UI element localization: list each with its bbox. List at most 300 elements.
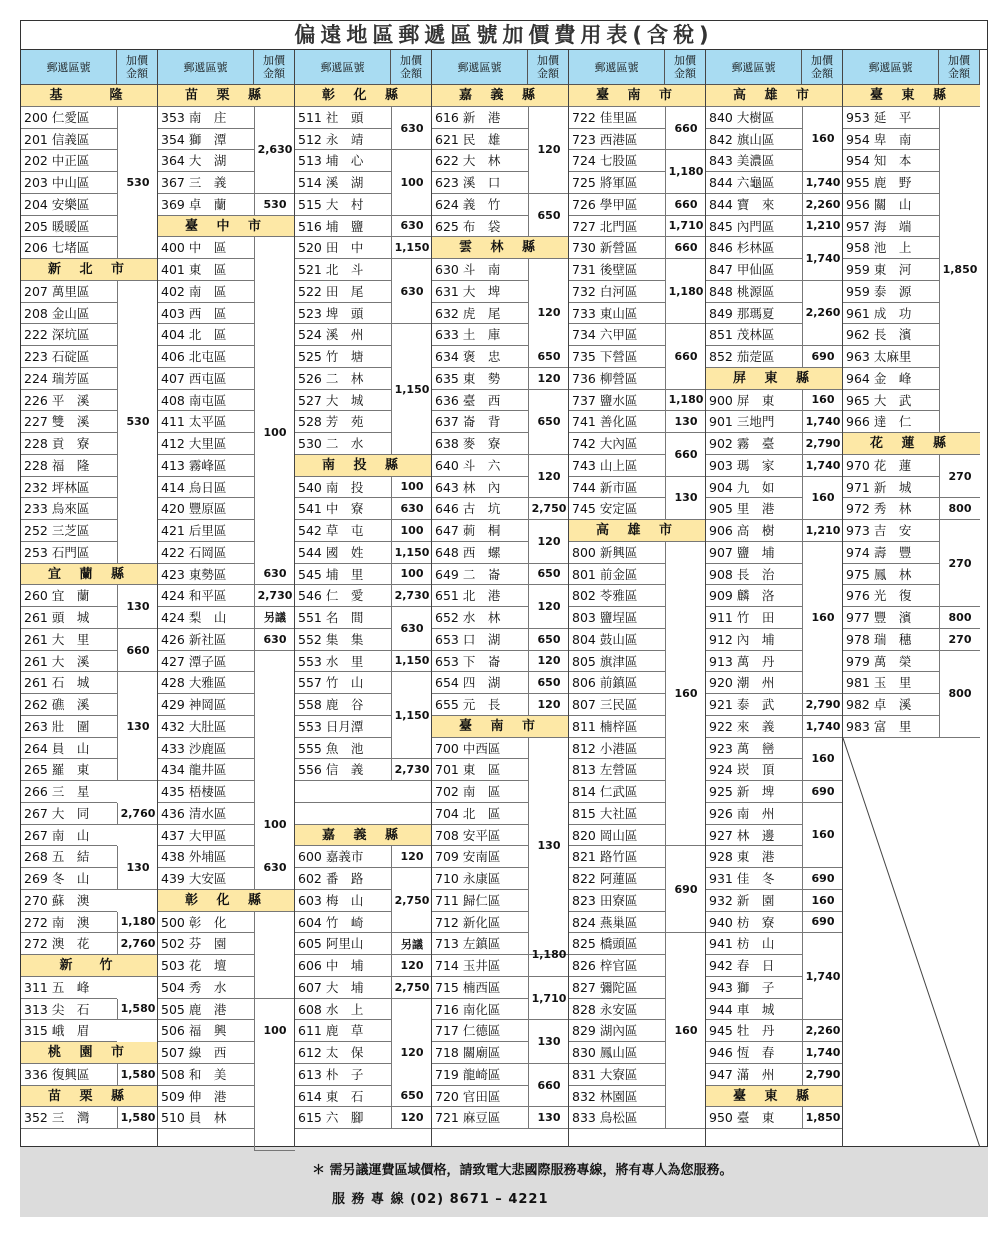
price-cell: 130 [117, 672, 158, 781]
district-cell: 602 番 路 [295, 868, 391, 890]
table-column [295, 50, 432, 1147]
district-cell: 847 甲仙區 [706, 259, 802, 281]
district-cell: 959 東 河 [843, 259, 939, 281]
header-price: 加價 金額 [528, 50, 569, 85]
district-cell: 733 東山區 [569, 303, 665, 325]
price-cell: 1,740 [802, 1042, 843, 1064]
district-cell: 551 名 間 [295, 607, 391, 629]
price-cell: 1,150 [391, 672, 432, 759]
district-cell: 630 斗 南 [432, 259, 528, 281]
district-cell: 954 知 本 [843, 150, 939, 172]
price-cell: 120 [528, 651, 569, 673]
district-cell: 511 社 頭 [295, 107, 391, 129]
district-cell: 721 麻豆區 [432, 1107, 528, 1129]
district-cell: 224 瑞芳區 [21, 368, 117, 390]
region-header: 雲 林 縣 [432, 237, 569, 259]
district-cell: 972 秀 林 [843, 498, 939, 520]
header-district: 郵遞區號 [569, 50, 665, 85]
price-cell: 1,580 [117, 1064, 158, 1086]
price-cell: 660 [665, 324, 706, 389]
region-header: 高 雄 市 [569, 520, 706, 542]
price-cell: 660 [665, 107, 706, 151]
district-cell: 353 南 庄 [158, 107, 254, 129]
region-header: 花 蓮 縣 [843, 433, 980, 455]
price-cell: 160 [802, 477, 843, 521]
district-cell: 558 鹿 谷 [295, 694, 391, 716]
district-cell: 971 新 城 [843, 477, 939, 499]
price-cell: 130 [528, 1107, 569, 1129]
district-cell: 625 布 袋 [432, 216, 528, 238]
district-cell: 402 南 區 [158, 281, 254, 303]
district-cell: 813 左營區 [569, 759, 665, 781]
district-cell: 844 六龜區 [706, 172, 802, 194]
price-cell: 100 [391, 520, 432, 542]
district-cell: 830 鳳山區 [569, 1042, 665, 1064]
price-cell: 100 [391, 564, 432, 586]
district-cell: 437 大甲區 [158, 825, 254, 847]
district-cell: 606 中 埔 [295, 955, 391, 977]
district-cell: 737 鹽水區 [569, 390, 665, 412]
region-header: 臺 東 縣 [706, 1086, 843, 1108]
price-cell: 1,180 [665, 150, 706, 194]
district-cell: 832 林園區 [569, 1086, 665, 1108]
region-header: 桃 園 市 [21, 1042, 158, 1064]
column-divider [157, 50, 158, 1147]
district-cell: 614 東 石 [295, 1086, 391, 1108]
district-cell: 974 壽 豐 [843, 542, 939, 564]
district-cell: 436 清水區 [158, 803, 254, 825]
price-cell: 2,790 [802, 433, 843, 455]
district-cell: 428 大雅區 [158, 672, 254, 694]
district-cell: 424 和平區 [158, 585, 254, 607]
district-cell: 828 永安區 [569, 999, 665, 1021]
district-cell: 640 斗 六 [432, 455, 528, 477]
district-cell: 426 新社區 [158, 629, 254, 651]
district-cell: 637 崙 背 [432, 411, 528, 433]
district-cell: 652 水 林 [432, 607, 528, 629]
region-header: 苗 栗 縣 [158, 85, 295, 107]
price-cell: 100 [254, 912, 295, 1151]
district-cell: 203 中山區 [21, 172, 117, 194]
price-cell: 100 [391, 150, 432, 215]
table-column [21, 50, 158, 1147]
price-cell: 1,740 [802, 172, 843, 194]
header-price: 加價 金額 [117, 50, 158, 85]
district-cell: 623 溪 口 [432, 172, 528, 194]
district-cell: 507 線 西 [158, 1042, 254, 1064]
district-cell: 555 魚 池 [295, 738, 391, 760]
price-cell: 160 [802, 107, 843, 172]
district-cell: 261 大 溪 [21, 651, 117, 673]
district-cell: 624 義 竹 [432, 194, 528, 216]
district-cell: 966 達 仁 [843, 411, 939, 433]
district-cell: 646 古 坑 [432, 498, 528, 520]
price-cell: 270 [939, 520, 980, 607]
district-cell: 414 烏日區 [158, 477, 254, 499]
price-cell: 120 [528, 520, 569, 564]
price-cell: 1,740 [802, 716, 843, 738]
district-cell: 700 中西區 [432, 738, 528, 760]
header-district: 郵遞區號 [432, 50, 528, 85]
district-cell: 336 復興區 [21, 1064, 117, 1086]
price-cell: 270 [939, 629, 980, 651]
district-cell: 902 霧 臺 [706, 433, 802, 455]
region-header: 臺 東 縣 [843, 85, 980, 107]
district-cell: 500 彰 化 [158, 912, 254, 934]
price-cell: 660 [665, 433, 706, 477]
district-cell: 413 霧峰區 [158, 455, 254, 477]
price-cell: 530 [117, 281, 158, 564]
district-cell: 979 萬 榮 [843, 651, 939, 673]
district-cell: 922 來 義 [706, 716, 802, 738]
district-cell: 822 阿蓮區 [569, 868, 665, 890]
price-cell: 120 [528, 694, 569, 716]
price-cell: 160 [802, 542, 843, 694]
district-cell: 812 小港區 [569, 738, 665, 760]
district-cell: 603 梅 山 [295, 890, 391, 912]
district-cell: 842 旗山區 [706, 129, 802, 151]
price-cell: 630 [254, 564, 295, 586]
district-cell: 928 東 港 [706, 846, 802, 868]
region-header: 新 北 市 [21, 259, 158, 281]
table-column [706, 50, 843, 1147]
district-cell: 730 新營區 [569, 237, 665, 259]
district-cell: 643 林 內 [432, 477, 528, 499]
district-cell: 827 彌陀區 [569, 977, 665, 999]
district-cell: 613 朴 子 [295, 1064, 391, 1086]
table-column [432, 50, 569, 1147]
district-cell: 944 車 城 [706, 999, 802, 1021]
district-cell: 631 大 埤 [432, 281, 528, 303]
district-cell: 513 埔 心 [295, 150, 391, 172]
table-column [569, 50, 706, 1147]
district-cell: 530 二 水 [295, 433, 391, 455]
blank-cell [295, 803, 432, 825]
price-cell: 1,740 [802, 411, 843, 433]
district-cell: 552 集 集 [295, 629, 391, 651]
region-header: 臺 南 市 [432, 716, 569, 738]
district-cell: 266 三 星 [21, 781, 117, 803]
district-cell: 202 中正區 [21, 150, 117, 172]
district-cell: 831 大寮區 [569, 1064, 665, 1086]
district-cell: 502 芬 園 [158, 933, 254, 955]
district-cell: 845 內門區 [706, 216, 802, 238]
district-cell: 522 田 尾 [295, 281, 391, 303]
district-cell: 957 海 端 [843, 216, 939, 238]
price-cell: 650 [391, 1086, 432, 1108]
price-cell: 660 [117, 629, 158, 673]
price-cell: 2,760 [117, 803, 158, 825]
district-cell: 512 永 靖 [295, 129, 391, 151]
district-cell: 803 鹽埕區 [569, 607, 665, 629]
price-cell: 130 [665, 411, 706, 433]
district-cell: 403 西 區 [158, 303, 254, 325]
district-cell: 931 佳 冬 [706, 868, 802, 890]
district-cell: 942 春 日 [706, 955, 802, 977]
district-cell: 638 麥 寮 [432, 433, 528, 455]
district-cell: 616 新 港 [432, 107, 528, 129]
district-cell: 704 北 區 [432, 803, 528, 825]
district-cell: 208 金山區 [21, 303, 117, 325]
district-cell: 411 太平區 [158, 411, 254, 433]
district-cell: 973 吉 安 [843, 520, 939, 542]
district-cell: 232 坪林區 [21, 477, 117, 499]
table-column [158, 50, 295, 1147]
district-cell: 941 枋 山 [706, 933, 802, 955]
district-cell: 267 南 山 [21, 825, 117, 847]
price-cell: 660 [528, 1064, 569, 1108]
district-cell: 826 梓官區 [569, 955, 665, 977]
price-cell: 650 [528, 629, 569, 651]
price-cell: 120 [528, 259, 569, 368]
footer-note-text: ＊ 需另議運費區域價格，請致電大悲國際服務專線，將有專人為您服務。 [312, 1163, 733, 1178]
district-cell: 903 瑪 家 [706, 455, 802, 477]
district-cell: 843 美濃區 [706, 150, 802, 172]
district-cell: 525 竹 塘 [295, 346, 391, 368]
price-cell: 1,210 [802, 216, 843, 238]
district-cell: 962 長 濱 [843, 324, 939, 346]
district-cell: 438 外埔區 [158, 846, 254, 868]
district-cell: 956 關 山 [843, 194, 939, 216]
region-header: 彰 化 縣 [158, 890, 295, 912]
district-cell: 734 六甲區 [569, 324, 665, 346]
price-cell: 630 [391, 607, 432, 651]
district-cell: 963 太麻里 [843, 346, 939, 368]
price-cell: 2,730 [391, 759, 432, 781]
district-cell: 820 岡山區 [569, 825, 665, 847]
district-cell: 632 虎 尾 [432, 303, 528, 325]
district-cell: 270 蘇 澳 [21, 890, 117, 912]
district-cell: 735 下營區 [569, 346, 665, 368]
district-cell: 268 五 結 [21, 846, 117, 868]
footer-note [20, 1147, 988, 1217]
district-cell: 612 太 保 [295, 1042, 391, 1064]
column-divider [431, 50, 432, 1147]
district-cell: 732 白河區 [569, 281, 665, 303]
price-cell: 120 [391, 846, 432, 868]
column-divider [568, 50, 569, 1147]
district-cell: 514 溪 湖 [295, 172, 391, 194]
price-cell: 630 [391, 107, 432, 151]
district-cell: 520 田 中 [295, 237, 391, 259]
district-cell: 263 壯 圍 [21, 716, 117, 738]
district-cell: 313 尖 石 [21, 999, 117, 1021]
price-cell: 1,180 [665, 259, 706, 324]
district-cell: 228 貢 寮 [21, 433, 117, 455]
price-cell: 120 [528, 455, 569, 499]
header-price: 加價 金額 [391, 50, 432, 85]
district-cell: 821 路竹區 [569, 846, 665, 868]
district-cell: 901 三地門 [706, 411, 802, 433]
district-cell: 557 竹 山 [295, 672, 391, 694]
price-cell: 1,180 [528, 933, 569, 977]
district-cell: 508 和 美 [158, 1064, 254, 1086]
district-cell: 954 卑 南 [843, 129, 939, 151]
district-cell: 553 日月潭 [295, 716, 391, 738]
district-cell: 921 泰 武 [706, 694, 802, 716]
header-district: 郵遞區號 [295, 50, 391, 85]
district-cell: 311 五 峰 [21, 977, 117, 999]
district-cell: 272 南 澳 [21, 912, 117, 934]
district-cell: 920 潮 州 [706, 672, 802, 694]
district-cell: 503 花 壇 [158, 955, 254, 977]
price-cell: 1,180 [665, 390, 706, 412]
district-cell: 504 秀 水 [158, 977, 254, 999]
district-cell: 422 石岡區 [158, 542, 254, 564]
district-cell: 434 龍井區 [158, 759, 254, 781]
district-cell: 964 金 峰 [843, 368, 939, 390]
price-table-page [20, 20, 988, 1217]
district-cell: 912 內 埔 [706, 629, 802, 651]
column-divider [705, 50, 706, 1147]
district-cell: 844 寶 來 [706, 194, 802, 216]
region-header: 南 投 縣 [295, 455, 432, 477]
price-cell: 130 [117, 846, 158, 890]
district-cell: 983 富 里 [843, 716, 939, 738]
price-cell: 2,260 [802, 281, 843, 346]
price-cell: 1,210 [802, 520, 843, 542]
district-cell: 367 三 義 [158, 172, 254, 194]
price-grid [20, 50, 988, 1147]
district-cell: 978 瑞 穗 [843, 629, 939, 651]
price-cell: 630 [391, 498, 432, 520]
price-cell: 800 [939, 498, 980, 520]
district-cell: 811 楠梓區 [569, 716, 665, 738]
header-district: 郵遞區號 [843, 50, 939, 85]
district-cell: 731 後壁區 [569, 259, 665, 281]
district-cell: 206 七堵區 [21, 237, 117, 259]
district-cell: 653 下 崙 [432, 651, 528, 673]
price-cell: 690 [802, 346, 843, 368]
district-cell: 805 旗津區 [569, 651, 665, 673]
district-cell: 261 頭 城 [21, 607, 117, 629]
district-cell: 635 東 勢 [432, 368, 528, 390]
region-header: 新 竹 [21, 955, 158, 977]
district-cell: 716 南化區 [432, 999, 528, 1021]
price-cell: 100 [254, 237, 295, 629]
district-cell: 959 泰 源 [843, 281, 939, 303]
district-cell: 965 大 武 [843, 390, 939, 412]
price-cell: 1,740 [802, 237, 843, 281]
district-cell: 736 柳營區 [569, 368, 665, 390]
header-district: 郵遞區號 [21, 50, 117, 85]
district-cell: 904 九 如 [706, 477, 802, 499]
district-cell: 427 潭子區 [158, 651, 254, 673]
district-cell: 653 口 湖 [432, 629, 528, 651]
district-cell: 408 南屯區 [158, 390, 254, 412]
district-cell: 404 北 區 [158, 324, 254, 346]
price-cell: 2,790 [802, 1064, 843, 1086]
price-cell: 270 [939, 455, 980, 499]
price-cell: 530 [254, 194, 295, 216]
district-cell: 622 大 林 [432, 150, 528, 172]
price-cell: 120 [528, 585, 569, 629]
price-cell: 120 [391, 1107, 432, 1129]
price-cell: 2,750 [391, 977, 432, 999]
district-cell: 823 田寮區 [569, 890, 665, 912]
region-header: 嘉 義 縣 [295, 825, 432, 847]
district-cell: 932 新 園 [706, 890, 802, 912]
region-header: 臺 中 市 [158, 216, 295, 238]
district-cell: 848 桃源區 [706, 281, 802, 303]
district-cell: 849 那瑪夏 [706, 303, 802, 325]
district-cell: 528 芳 苑 [295, 411, 391, 433]
district-cell: 925 新 埤 [706, 781, 802, 803]
district-cell: 545 埔 里 [295, 564, 391, 586]
region-header: 基 隆 [21, 85, 158, 107]
district-cell: 814 仁武區 [569, 781, 665, 803]
district-cell: 435 梧棲區 [158, 781, 254, 803]
district-cell: 407 西屯區 [158, 368, 254, 390]
district-cell: 923 萬 巒 [706, 738, 802, 760]
district-cell: 840 大樹區 [706, 107, 802, 129]
price-cell: 另議 [391, 933, 432, 955]
district-cell: 227 雙 溪 [21, 411, 117, 433]
district-cell: 720 官田區 [432, 1086, 528, 1108]
district-cell: 526 二 林 [295, 368, 391, 390]
district-cell: 267 大 同 [21, 803, 117, 825]
price-cell: 690 [802, 868, 843, 890]
district-cell: 228 福 隆 [21, 455, 117, 477]
district-cell: 649 二 崙 [432, 564, 528, 586]
district-cell: 607 大 埔 [295, 977, 391, 999]
district-cell: 262 礁 溪 [21, 694, 117, 716]
district-cell: 655 元 長 [432, 694, 528, 716]
header-price: 加價 金額 [802, 50, 843, 85]
district-cell: 423 東勢區 [158, 564, 254, 586]
price-cell: 2,260 [802, 194, 843, 216]
price-cell: 690 [802, 912, 843, 934]
district-cell: 977 豐 濱 [843, 607, 939, 629]
district-cell: 260 宜 蘭 [21, 585, 117, 607]
price-cell: 650 [528, 346, 569, 368]
price-cell: 650 [528, 390, 569, 455]
district-cell: 726 學甲區 [569, 194, 665, 216]
price-cell: 130 [117, 585, 158, 629]
price-cell: 630 [391, 216, 432, 238]
district-cell: 745 安定區 [569, 498, 665, 520]
district-cell: 724 七股區 [569, 150, 665, 172]
price-cell: 1,850 [802, 1107, 843, 1129]
district-cell: 204 安樂區 [21, 194, 117, 216]
district-cell: 364 大 湖 [158, 150, 254, 172]
district-cell: 401 東 區 [158, 259, 254, 281]
district-cell: 509 伸 港 [158, 1086, 254, 1108]
district-cell: 727 北門區 [569, 216, 665, 238]
district-cell: 269 冬 山 [21, 868, 117, 890]
price-cell: 130 [528, 738, 569, 956]
district-cell: 544 國 姓 [295, 542, 391, 564]
district-cell: 252 三芝區 [21, 520, 117, 542]
column-divider [294, 50, 295, 1147]
district-cell: 714 玉井區 [432, 955, 528, 977]
header-district: 郵遞區號 [706, 50, 802, 85]
price-cell: 2,750 [528, 498, 569, 520]
price-cell: 2,730 [254, 585, 295, 607]
price-cell: 690 [802, 781, 843, 803]
district-cell: 958 池 上 [843, 237, 939, 259]
district-cell: 710 永康區 [432, 868, 528, 890]
district-cell: 412 大里區 [158, 433, 254, 455]
region-header: 臺 南 市 [569, 85, 706, 107]
district-cell: 439 大安區 [158, 868, 254, 890]
price-cell: 100 [254, 651, 295, 999]
page-title: 偏遠地區郵遞區號加價費用表(含稅) [20, 20, 988, 50]
service-hotline: 服 務 專 線 (02) 8671 – 4221 [332, 1192, 549, 1207]
empty-area-diagonal [843, 738, 980, 1148]
price-cell: 2,760 [117, 933, 158, 955]
district-cell: 541 中 寮 [295, 498, 391, 520]
